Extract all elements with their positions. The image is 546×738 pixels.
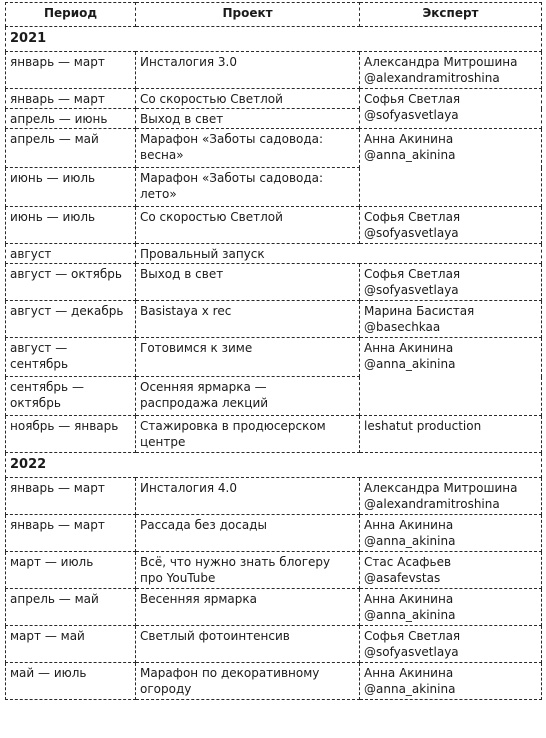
table-row [6,52,542,89]
period-cell [6,244,136,264]
project-cell [136,207,360,244]
period-cell [6,301,136,338]
project-text: центре [140,435,186,449]
period-cell [6,663,136,700]
expert-name: Софья Светлая [364,210,461,224]
expert-name: Анна Акинина [364,341,454,355]
project-text: Марафон «Заботы садовода: [140,132,324,146]
project-text: Выход в свет [140,112,224,126]
project-cell [136,109,360,129]
expert-name: Софья Светлая [364,92,461,106]
period-cell [6,207,136,244]
expert-cell [360,515,542,552]
period-text: март — май [10,629,85,643]
expert-name: Анна Акинина [364,592,454,606]
table-row [6,207,542,244]
period-text: январь — март [10,55,105,69]
project-text: Всё, что нужно знать блогеру [140,555,331,569]
header-row [6,3,542,27]
period-text: апрель — май [10,592,99,606]
expert-cell [360,552,542,589]
period-text: январь — март [10,92,105,106]
period-cell [6,515,136,552]
expert-handle: @alexandramitroshina [364,71,500,85]
expert-cell [360,207,542,244]
period-text: август [10,247,52,261]
project-cell [136,168,360,207]
expert-name: Марина Басистая [364,304,475,318]
projects-table-container [5,2,541,700]
period-text: апрель — июнь [10,112,108,126]
table-row [6,552,542,589]
period-cell [6,129,136,168]
expert-name: Анна Акинина [364,666,454,680]
expert-handle: @sofyasvetlaya [364,283,459,297]
expert-name: Софья Светлая [364,629,461,643]
project-text: Марафон «Заботы садовода: [140,171,324,185]
project-text: распродажа лекций [140,396,269,410]
project-cell [136,264,360,301]
expert-name: Анна Акинина [364,518,454,532]
period-text: август — [10,341,68,355]
project-text: Марафон по декоративному [140,666,320,680]
year-row-2022 [6,453,542,478]
header-expert: Эксперт [360,3,542,27]
table-row [6,478,542,515]
project-text: Осенняя ярмарка — [140,380,267,394]
year-row-2021 [6,27,542,52]
period-text: март — июль [10,555,94,569]
expert-handle: @alexandramitroshina [364,497,500,511]
period-cell [6,89,136,109]
period-text: май — июль [10,666,87,680]
expert-cell [360,478,542,515]
period-text: июнь — июль [10,210,96,224]
period-text: сентябрь — [10,380,84,394]
period-cell [6,109,136,129]
project-text: Выход в свет [140,267,224,281]
project-cell [136,52,360,89]
project-text: Инсталогия 3.0 [140,55,237,69]
project-text: Весенняя ярмарка [140,592,257,606]
expert-cell [360,89,542,129]
project-text: огороду [140,682,192,696]
period-cell [6,377,136,416]
project-cell [136,515,360,552]
project-cell [136,416,360,453]
project-cell [136,589,360,626]
project-cell [136,626,360,663]
project-text: Светлый фотоинтенсив [140,629,290,643]
projects-table [5,2,542,700]
table-row [6,338,542,377]
expert-handle: @basechkaa [364,320,441,334]
expert-cell [360,129,542,207]
expert-handle: @anna_akinina [364,682,456,696]
project-cell [136,89,360,109]
period-cell [6,626,136,663]
project-text: лето» [140,187,177,201]
expert-handle: @sofyasvetlaya [364,226,459,240]
expert-name: Александра Митрошина [364,55,518,69]
period-text: сентябрь [10,357,69,371]
period-cell [6,52,136,89]
project-text: Готовимся к зиме [140,341,253,355]
period-cell [6,416,136,453]
expert-handle: @sofyasvetlaya [364,108,459,122]
project-text: Рассада без досады [140,518,267,532]
project-text: Провальный запуск [140,247,265,261]
project-cell [136,377,360,416]
expert-handle: @anna_akinina [364,608,456,622]
project-cell [136,478,360,515]
expert-handle: @anna_akinina [364,148,456,162]
year-label: 2022 [6,453,542,478]
expert-handle: @sofyasvetlaya [364,645,459,659]
table-row [6,589,542,626]
period-cell [6,168,136,207]
expert-handle: @asafevstas [364,571,441,585]
project-text: Инсталогия 4.0 [140,481,237,495]
period-cell [6,478,136,515]
header-period: Период [6,3,136,27]
period-cell [6,589,136,626]
period-text: апрель — май [10,132,99,146]
table-row [6,301,542,338]
table-row [6,416,542,453]
expert-cell [360,52,542,89]
expert-name: Александра Митрошина [364,481,518,495]
expert-cell [360,589,542,626]
period-text: октябрь [10,396,61,410]
table-row [6,244,542,264]
expert-handle: @anna_akinina [364,534,456,548]
period-cell [6,338,136,377]
expert-cell [360,264,542,301]
project-cell [136,129,360,168]
expert-cell [360,416,542,453]
table-row [6,663,542,700]
table-row [6,129,542,168]
period-text: январь — март [10,518,105,532]
project-cell [136,244,542,264]
expert-name: Софья Светлая [364,267,461,281]
period-text: январь — март [10,481,105,495]
table-row [6,515,542,552]
expert-cell [360,626,542,663]
table-row [6,89,542,109]
expert-name: Стас Асафьев [364,555,452,569]
expert-cell [360,338,542,416]
project-cell [136,338,360,377]
period-cell [6,264,136,301]
project-text: Basistaya x rec [140,304,232,318]
expert-handle: @anna_akinina [364,357,456,371]
table-row [6,264,542,301]
project-cell [136,552,360,589]
period-text: июнь — июль [10,171,96,185]
project-text: Со скоростью Светлой [140,210,283,224]
expert-name: leshatut production [364,419,482,433]
project-text: весна» [140,148,184,162]
period-text: август — октябрь [10,267,122,281]
period-text: ноябрь — январь [10,419,119,433]
period-text: август — декабрь [10,304,124,318]
header-project: Проект [136,3,360,27]
project-text: Со скоростью Светлой [140,92,283,106]
expert-cell [360,301,542,338]
expert-name: Анна Акинина [364,132,454,146]
expert-cell [360,663,542,700]
project-cell [136,663,360,700]
project-cell [136,301,360,338]
project-text: про YouTube [140,571,216,585]
project-text: Стажировка в продюсерском [140,419,326,433]
table-row [6,626,542,663]
year-label: 2021 [6,27,542,52]
period-cell [6,552,136,589]
